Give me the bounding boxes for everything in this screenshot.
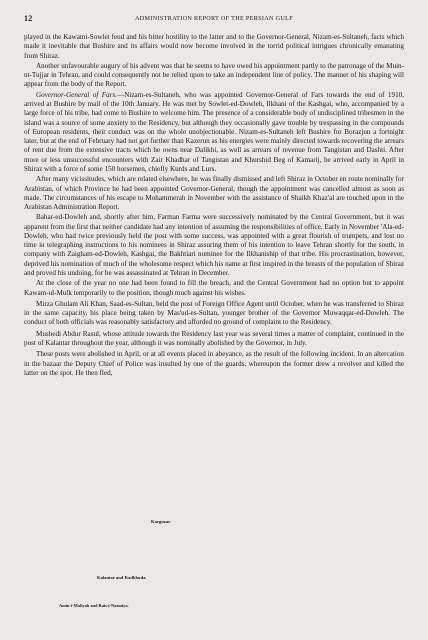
paragraph: At the close of the year no one had been found to fill the breach, and the Central Government had no option but to appoint Kawam-ul-Mulk temporarily to the position, though much against his wishes. <box>24 279 404 297</box>
running-title: ADMINISTRATION REPORT OF THE PERSIAN GULF <box>135 15 293 22</box>
paragraph-text: —Nizam-es-Sultaneh, who was appointed Governor-General of Fars towards the end of 1910, arrived at Bushire by mail of the 10th January. He was met by Sowlet-ed-Dowleh, Ilkhani of the Kashgai, who, accompanied by a large force of his tribe, had come to Bushire to welcome him. The presence of a considerable body of undisciplined tribesmen in the island was a source of some anxiety to the Residency, but although they occasionally gave trouble by trespassing in the compounds of European residents, their conduct was on the whole unobjectionable. Nizam-es-Sultaneh left Bushire for Borazjun a fortnight later, but at the end of February had not got further than Kazerun as his energies were mainly directed towards recovering the arrears of rent due from the extensive tracts which he owns near Dalikhi, as well as arrears of revenue from Tangistan and Dashti. After more or less unsuccessful encounters with Zair Khadhar of Tangistan and Khurshid Beg of Kamarij, he arrived early in April in Shiraz with a force of some 150 horsemen, chiefly Kurds and Lurs. <box>24 90 404 173</box>
paragraph-text: These posts were abolished in April, or at all events placed in abeyance, as the result of the following incident. In an altercation in the bazaar the Deputy Chief of Police was insulted by one of the guards, whereupon the former drew a revolver and killed the latter on the spot. He then fled, <box>24 350 404 377</box>
paragraph: played in the Kawami-Sowlet feud and his bitter hostility to the latter and to the Governor-General, Nizam-es-Sultaneh, facts which made it inevitable that Bushire and its affairs would now become involved in the torrid political intrigues chronically emanating from Shiraz. <box>24 33 404 60</box>
paragraph-text: Musbedi Abdur Rasul, whose attitude towards the Residency last year was several times a matter of complaint, continued in the post of Kalantar throughout the year, although it was nominally abolished by the Governor, in July. <box>24 329 404 347</box>
report-body <box>24 33 404 378</box>
section-karguzar <box>24 300 404 328</box>
section-amin <box>24 350 404 378</box>
section-heading: Governor-General of Fars. <box>36 90 118 99</box>
marginal-label-karguzar: Karguzar. <box>151 519 171 524</box>
paragraph <box>24 91 404 175</box>
page-header <box>24 14 404 28</box>
marginal-label-kalantar: Kalantar and Kadkhuda. <box>97 575 147 580</box>
paragraph: Bahar-ed-Dowleh and, shortly after him, Farman Farma were successively nominated by the Central Government, but it was apparent from the first that neither candidate had any intention of assuming the responsibilities of office. Early in November 'Ala-ed-Dowleh, who had twice previously held the post with some success, was appointed with a great flourish of trumpets, and lost no time in telegraphing instructions to his nominees in Shiraz assuring them of his intention to leave Tehran shortly for the south, in company with Zaigham-ed-Dowleh, Kashgai, the Bakhtiari nominee for the Ilkhaniship of that tribe. His procrastination, however, deprived his nomination of much of the wholesome respect which his name at first inspired in the breasts of the population of Shiraz and proved his undoing, for he was assassinated at Tehran in December. <box>24 213 404 278</box>
paragraph <box>24 300 404 328</box>
section-kalantar <box>24 330 404 349</box>
paragraph: Another unfavourable augury of his advent was that he seems to have owed his appointment partly to the patronage of the Muin-ut-Tujjar in Tehran, and could consequently not be relied upon to take an independent line of policy. The manner of his shaping will appear from the body of the Report. <box>24 61 404 89</box>
page-number: 12 <box>24 14 33 23</box>
paragraph-text: Mirza Ghulam Ali Khan, Saad-es-Sultan, held the post of Foreign Office Agent until October, when he was transferred to Shiraz in the same capacity, his place being taken by Mas'ud-es-Sultan, younger brother of the Governor Muwaqqar-ed-Dowleh. The conduct of both officials was reasonably satisfactory and afforded no ground of complaint to the Residency. <box>24 299 404 327</box>
marginal-label-amin: Amin-i-Maliyah and Rais-i-Nazmiya. <box>59 603 129 608</box>
paragraph <box>24 350 404 378</box>
paragraph: After many vicissitudes, which are related elsewhere, he was finally dismissed and left Shiraz in October en route nominally for Arabistan, of which Province he had been appointed Governor-General, though the appointment was cancelled almost as soon as made. The circumstances of his escape to Mohammerah in November with the assistance of Shaikh Khaz'al are touched upon in the Arabistan Administration Report. <box>24 175 404 212</box>
paragraph <box>24 330 404 349</box>
